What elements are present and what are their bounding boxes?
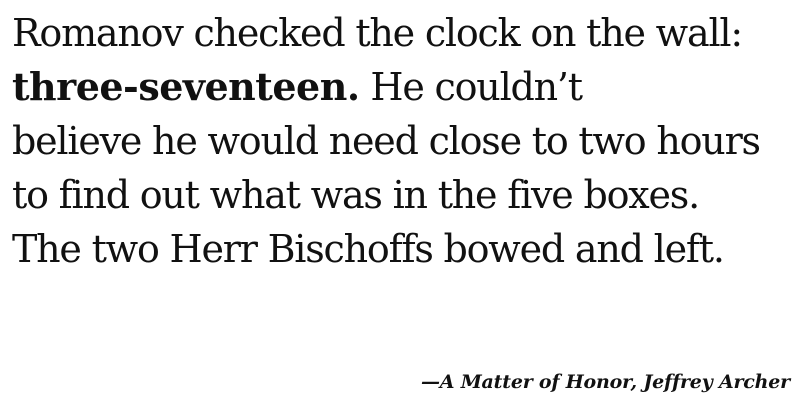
passage-line-5: The two Herr Bischoffs bowed and left. bbox=[12, 227, 724, 271]
attribution-dash: — bbox=[420, 371, 440, 393]
passage-line-2-rest: He couldn’t bbox=[359, 65, 582, 109]
attribution bbox=[421, 368, 790, 396]
author-name: Jeffrey Archer bbox=[643, 371, 790, 393]
passage-line-4: to find out what was in the five boxes. bbox=[12, 173, 699, 217]
quote-passage bbox=[12, 6, 797, 276]
book-title: A Matter of Honor bbox=[439, 371, 631, 393]
passage-line-3: believe he would need close to two hours bbox=[12, 119, 760, 163]
passage-line-2 bbox=[12, 60, 797, 114]
passage-line-1: Romanov checked the clock on the wall: bbox=[12, 11, 742, 55]
emphasized-time: three-seventeen. bbox=[12, 64, 360, 109]
attribution-separator: , bbox=[630, 371, 644, 393]
